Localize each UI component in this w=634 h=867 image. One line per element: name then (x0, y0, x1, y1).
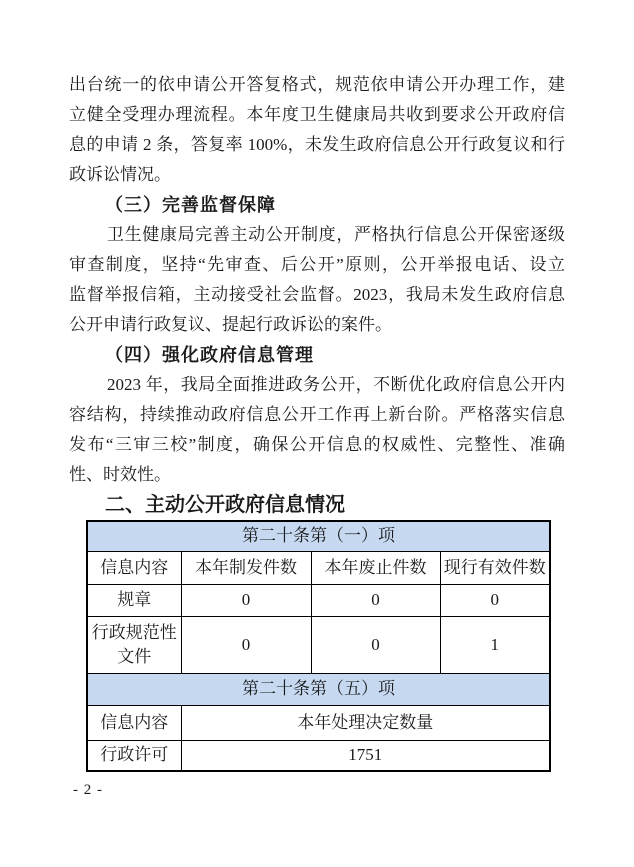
intro-line: 息的申请 2 条，答复率 100%，未发生政府信息公开行政复议和行 (69, 135, 565, 154)
intro-line: 政诉讼情况。 (69, 165, 171, 184)
table-cell: 0 (311, 616, 440, 673)
section3-line: 审查制度，坚持“先审查、后公开”原则，公开举报电话、设立 (69, 255, 565, 274)
section4-heading: （四）强化政府信息管理 (105, 345, 314, 365)
section3-heading: （三）完善监督保障 (105, 195, 276, 215)
table-row (87, 673, 550, 705)
table-section1-title: 第二十条第（一）项 (87, 521, 550, 551)
intro-line: 立健全受理办理流程。本年度卫生健康局共收到要求公开政府信 (69, 105, 565, 124)
table-row (87, 584, 550, 616)
disclosure-table (86, 520, 551, 772)
table-row (87, 616, 550, 673)
section4-line: 发布“三审三校”制度，确保公开信息的权威性、完整性、准确 (69, 435, 565, 454)
table-cell: 0 (311, 584, 440, 616)
table-cell: 1 (440, 616, 550, 673)
document-content (69, 70, 565, 772)
section4-line: 性、时效性。 (69, 465, 171, 484)
table-row (87, 521, 550, 551)
table-header-cell: 本年废止件数 (311, 551, 440, 584)
table-row (87, 551, 550, 584)
intro-line: 出台统一的依申请公开答复格式，规范依申请公开办理工作，建 (69, 75, 565, 94)
table-cell: 0 (181, 616, 311, 673)
table-header-cell: 现行有效件数 (440, 551, 550, 584)
table-row-label: 规章 (87, 584, 181, 616)
section3-line: 卫生健康局完善主动公开制度，严格执行信息公开保密逐级 (107, 225, 565, 244)
table-row-label: 行政许可 (87, 740, 181, 771)
page-number: - 2 - (73, 782, 103, 798)
table-row-label: 行政规范性文件 (87, 616, 181, 673)
table-cell: 1751 (181, 740, 550, 771)
table-row (87, 705, 550, 740)
table-header-cell: 本年制发件数 (181, 551, 311, 584)
table-cell: 0 (181, 584, 311, 616)
part2-heading: 二、主动公开政府信息情况 (105, 494, 345, 516)
table-header-cell: 信息内容 (87, 705, 181, 740)
table-section2-title: 第二十条第（五）项 (87, 673, 550, 705)
section4-line: 容结构，持续推动政府信息公开工作再上新台阶。严格落实信息 (69, 405, 565, 424)
table-header-cell: 本年处理决定数量 (181, 705, 550, 740)
section3-line: 监督举报信箱，主动接受社会监督。2023，我局未发生政府信息 (69, 285, 565, 304)
section3-line: 公开申请行政复议、提起行政诉讼的案件。 (69, 315, 392, 334)
section4-line: 2023 年，我局全面推进政务公开，不断优化政府信息公开内 (107, 375, 565, 394)
table-header-cell: 信息内容 (87, 551, 181, 584)
table-row (87, 740, 550, 771)
table-cell: 0 (440, 584, 550, 616)
